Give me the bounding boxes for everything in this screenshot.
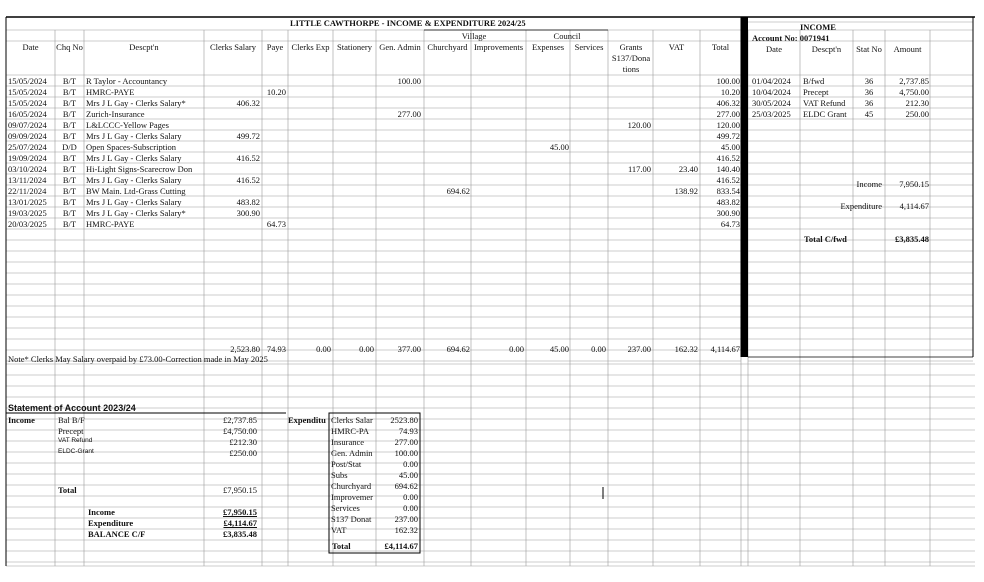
total-cell-2: 0.00 (316, 344, 331, 354)
row-date: 13/01/2025 (8, 197, 47, 207)
row-church: 694.62 (446, 186, 470, 196)
statement-total-label: Total (58, 485, 77, 495)
expenditure-line-label: Clerks Salar (331, 415, 373, 425)
row-chq: B/T (62, 197, 77, 207)
total-cfwd-value: £3,835.48 (895, 234, 929, 244)
row-description: Mrs J L Gay - Clerks Salary (86, 153, 182, 163)
expenditure-line-label: Post/Stat (331, 459, 362, 469)
account-number: Account No: 0071941 (752, 33, 830, 43)
statement-line-value: £2,737.85 (223, 415, 257, 425)
total-cell-10: 162.32 (674, 344, 698, 354)
column-header-2: Descpt'n (129, 42, 159, 52)
statement-line-value: £250.00 (229, 448, 257, 458)
statement-income-label: Income (8, 415, 35, 425)
column-header-0: Date (22, 42, 39, 52)
expenditure-line-value: 45.00 (398, 470, 418, 480)
income-row-date: 25/03/2025 (752, 109, 791, 119)
income-row-stat: 36 (864, 87, 874, 97)
row-grants: 120.00 (627, 120, 651, 130)
statement-line-label: ELDC-Grant (58, 448, 94, 455)
summary-value: £3,835.48 (223, 529, 257, 539)
expenditure-line-value: 277.00 (394, 437, 418, 447)
expenditure-line-value: 74.93 (398, 426, 418, 436)
row-date: 15/05/2024 (8, 87, 47, 97)
income-row-amount: 2,737.85 (899, 76, 929, 86)
income-column-header-1: Descpt'n (811, 44, 842, 54)
expenditure-line-value: 0.00 (403, 492, 418, 502)
row-description: HMRC-PAYE (86, 87, 135, 97)
column-header-7: Gen. Admin (379, 42, 421, 52)
row-salary: 499.72 (236, 131, 260, 141)
income-row-description: B/fwd (803, 76, 825, 86)
row-total: 277.00 (716, 109, 740, 119)
row-description: Open Spaces-Subscription (86, 142, 176, 152)
column-header-9: Improvements (473, 42, 524, 52)
row-date: 09/07/2024 (8, 120, 47, 130)
row-chq: B/T (62, 175, 77, 185)
row-grants: 117.00 (627, 164, 651, 174)
total-cell-6: 0.00 (509, 344, 524, 354)
summary-label: Expenditure (88, 518, 134, 528)
column-header-14: Total (711, 42, 730, 52)
expenditure-total-label: Expenditure (840, 201, 882, 211)
expenditure-line-label: Subs (331, 470, 348, 480)
income-column-header-3: Amount (893, 44, 922, 54)
row-salary: 483.82 (236, 197, 260, 207)
row-date: 09/09/2024 (8, 131, 47, 141)
column-header-5: Clerks Exp (291, 42, 330, 52)
income-row-stat: 36 (864, 76, 874, 86)
row-total: 10.20 (720, 87, 740, 97)
row-description: HMRC-PAYE (86, 219, 135, 229)
income-row-description: VAT Refund (803, 98, 846, 108)
row-chq: B/T (62, 109, 77, 119)
expenditure-line-value: 100.00 (394, 448, 418, 458)
row-admin: 277.00 (397, 109, 421, 119)
row-paye: 64.73 (266, 219, 286, 229)
income-row-stat: 36 (864, 98, 874, 108)
column-header-1: Chq No (56, 42, 83, 52)
row-salary: 416.52 (236, 175, 260, 185)
row-description: Mrs J L Gay - Clerks Salary (86, 175, 182, 185)
row-chq: B/T (62, 98, 77, 108)
column-header-13: VAT (668, 42, 685, 52)
income-column-header-0: Date (765, 44, 783, 54)
expenditure-line-value: 162.32 (394, 525, 418, 535)
total-cell-7: 45.00 (549, 344, 569, 354)
total-cell-5: 694.62 (446, 344, 470, 354)
row-description: R Taylor - Accountancy (86, 76, 168, 86)
statement-line-label: Precept (58, 426, 84, 436)
expenditure-line-value: 2523.80 (390, 415, 418, 425)
income-row-date: 01/04/2024 (752, 76, 791, 86)
statement-total-value: £7,950.15 (223, 485, 257, 495)
expenditure-line-label: Services (331, 503, 360, 513)
expenditure-line-value: 237.00 (394, 514, 418, 524)
total-cfwd-label: Total C/fwd (804, 234, 847, 244)
row-description: Mrs J L Gay - Clerks Salary* (86, 208, 186, 218)
summary-label: Income (88, 507, 115, 517)
row-date: 15/05/2024 (8, 98, 47, 108)
row-date: 19/09/2024 (8, 153, 47, 163)
row-total: 300.90 (716, 208, 740, 218)
income-row-date: 10/04/2024 (752, 87, 791, 97)
expenditure-line-value: 694.62 (394, 481, 418, 491)
row-salary: 300.90 (236, 208, 260, 218)
total-cell-1: 74.93 (266, 344, 286, 354)
expenditure-line-label: Gen. Admin (331, 448, 373, 458)
income-title: INCOME (800, 22, 836, 32)
expenditure-line-label: Churchyard (331, 481, 372, 491)
row-vat: 138.92 (674, 186, 698, 196)
expenditure-line-label: Insurance (331, 437, 365, 447)
note-text: Note* Clerks May Salary overpaid by £73.00-Correction made in May 2025 (8, 354, 268, 364)
column-header-4: Paye (266, 42, 284, 52)
expenditure-section-label: Expenditu (288, 415, 326, 425)
expenditure-total-label-stmt: Total (332, 541, 351, 551)
total-cell-4: 377.00 (397, 344, 421, 354)
row-total: 833.54 (716, 186, 740, 196)
total-cell-9: 237.00 (627, 344, 651, 354)
row-chq: D/D (62, 142, 77, 152)
row-expenses: 45.00 (549, 142, 569, 152)
income-row-stat: 45 (864, 109, 874, 119)
statement-title: Statement of Account 2023/24 (8, 403, 136, 413)
expenditure-total-value: 4,114.67 (899, 201, 929, 211)
row-date: 15/05/2024 (8, 76, 47, 86)
total-cell-8: 0.00 (591, 344, 606, 354)
income-row-description: ELDC Grant (803, 109, 847, 119)
row-date: 20/03/2025 (8, 219, 47, 229)
row-chq: B/T (62, 120, 77, 130)
column-header-12: Grants S137/Dona tions (611, 42, 651, 74)
row-date: 03/10/2024 (8, 164, 47, 174)
row-total: 499.72 (716, 131, 740, 141)
expenditure-line-label: VAT (331, 525, 347, 535)
expenditure-total-value-stmt: £4,114.67 (384, 541, 418, 551)
row-description: L&LCCC-Yellow Pages (86, 120, 169, 130)
statement-line-label: Bal B/F (58, 415, 85, 425)
income-total-label: Income (856, 179, 882, 189)
income-row-amount: 4,750.00 (899, 87, 929, 97)
total-cell-0: 2,523.80 (230, 344, 260, 354)
statement-line-label: VAT Refund (58, 437, 93, 444)
income-row-description: Precept (803, 87, 829, 97)
expenditure-line-value: 0.00 (403, 459, 418, 469)
summary-value: £4,114.67 (223, 518, 257, 528)
expenditure-line-label: S137 Donat (331, 514, 372, 524)
column-header-10: Expenses (531, 42, 565, 52)
statement-line-value: £212.30 (229, 437, 257, 447)
row-salary: 416.52 (236, 153, 260, 163)
row-total: 100.00 (716, 76, 740, 86)
column-header-11: Services (574, 42, 604, 52)
column-header-8: Churchyard (427, 42, 468, 52)
sheet-title: LITTLE CAWTHORPE - INCOME & EXPENDITURE 2024/25 (290, 18, 526, 28)
row-total: 483.82 (716, 197, 740, 207)
income-row-amount: 212.30 (905, 98, 929, 108)
row-date: 22/11/2024 (8, 186, 47, 196)
expenditure-line-label: HMRC-PA (331, 426, 369, 436)
row-date: 19/03/2025 (8, 208, 47, 218)
income-row-date: 30/05/2024 (752, 98, 791, 108)
row-chq: B/T (62, 76, 77, 86)
row-description: Mrs J L Gay - Clerks Salary (86, 197, 182, 207)
row-description: Hi-Light Signs-Scarecrow Don (86, 164, 193, 174)
statement-line-value: £4,750.00 (223, 426, 257, 436)
summary-value: £7,950.15 (223, 507, 257, 517)
income-column-header-2: Stat No (856, 44, 882, 54)
expenditure-line-label: Improvemer (331, 492, 373, 502)
row-total: 416.52 (716, 153, 740, 163)
row-salary: 406.32 (236, 98, 260, 108)
income-total-value: 7,950.15 (899, 179, 929, 189)
row-description: BW Main. Ltd-Grass Cutting (86, 186, 186, 196)
total-cell-3: 0.00 (359, 344, 374, 354)
row-total: 406.32 (716, 98, 740, 108)
row-date: 16/05/2024 (8, 109, 47, 119)
row-chq: B/T (62, 219, 77, 229)
row-total: 416.52 (716, 175, 740, 185)
summary-label: BALANCE C/F (88, 529, 146, 539)
row-total: 64.73 (720, 219, 740, 229)
row-description: Zurich-Insurance (86, 109, 145, 119)
row-chq: B/T (62, 131, 77, 141)
row-date: 25/07/2024 (8, 142, 47, 152)
group-header-village: Village (461, 31, 487, 41)
group-header-council: Council (553, 31, 581, 41)
row-date: 13/11/2024 (8, 175, 47, 185)
column-header-3: Clerks Salary (209, 42, 257, 52)
row-paye: 10.20 (266, 87, 286, 97)
row-description: Mrs J L Gay - Clerks Salary (86, 131, 182, 141)
row-admin: 100.00 (397, 76, 421, 86)
row-vat: 23.40 (678, 164, 698, 174)
row-chq: B/T (62, 186, 77, 196)
row-total: 45.00 (720, 142, 740, 152)
income-row-amount: 250.00 (905, 109, 929, 119)
row-chq: B/T (62, 164, 77, 174)
row-chq: B/T (62, 208, 77, 218)
row-description: Mrs J L Gay - Clerks Salary* (86, 98, 186, 108)
row-chq: B/T (62, 87, 77, 97)
expenditure-line-value: 0.00 (403, 503, 418, 513)
column-header-6: Stationery (337, 42, 372, 52)
row-total: 140.40 (716, 164, 740, 174)
total-cell-11: 4,114.67 (710, 344, 740, 354)
row-total: 120.00 (716, 120, 740, 130)
row-chq: B/T (62, 153, 77, 163)
